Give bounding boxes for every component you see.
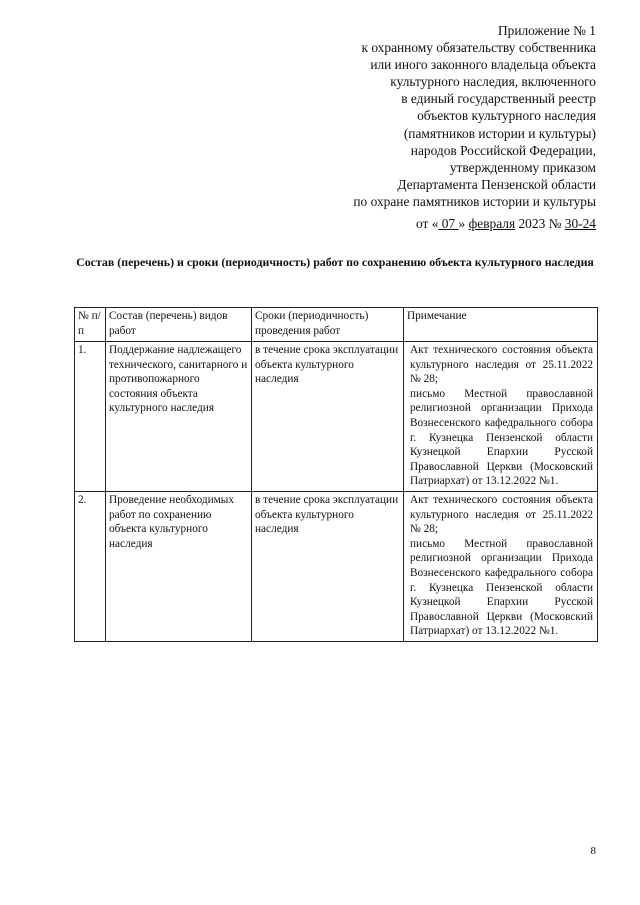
header-terms: Сроки (периодичность) проведения работ bbox=[252, 308, 404, 342]
row-note bbox=[404, 491, 598, 641]
date-day: 07 bbox=[438, 216, 459, 231]
appendix-line: Департамента Пензенской области bbox=[397, 176, 596, 192]
row-note bbox=[404, 342, 598, 492]
appendix-line: (памятников истории и культуры) bbox=[403, 125, 596, 141]
table-header-row bbox=[75, 308, 598, 342]
table-row bbox=[75, 491, 598, 641]
row-note-letter: письмо Местной православной религиозной организации Прихода Вознесенского кафедрального собора г. Кузнецка Пензенской области Кузнецкой Епархии Русской Православной Церкви (Московский Патриархат) от 13.12.2022 №1. bbox=[410, 537, 593, 638]
appendix-line: утвержденному приказом bbox=[449, 159, 596, 175]
row-num: 1. bbox=[75, 342, 106, 492]
appendix-block bbox=[353, 22, 596, 210]
appendix-line: или иного законного владельца объекта bbox=[370, 57, 596, 73]
header-num: № п/п bbox=[75, 308, 106, 342]
row-num: 2. bbox=[75, 491, 106, 641]
header-works: Состав (перечень) видов работ bbox=[106, 308, 252, 342]
row-note-act: Акт технического состояния объекта культурного наследия от 25.11.2022 № 28; bbox=[410, 493, 593, 536]
appendix-line: объектов культурного наследия bbox=[417, 108, 596, 124]
appendix-line: в единый государственный реестр bbox=[401, 91, 596, 107]
appendix-line: Приложение № 1 bbox=[497, 23, 596, 38]
row-note-act: Акт технического состояния объекта культурного наследия от 25.11.2022 № 28; bbox=[410, 344, 593, 386]
row-note-letter: письмо Местной православной религиозной организации Прихода Вознесенского кафедрального собора г. Кузнецка Пензенской области Кузнецкой Епархии Русской Православной Церкви (Московский Патриархат) от 13.12.2022 №1. bbox=[410, 387, 593, 488]
order-number: 30-24 bbox=[564, 216, 596, 231]
works-table bbox=[74, 307, 598, 642]
row-terms: в течение срока эксплуатации объекта культурного наследия bbox=[252, 342, 404, 492]
appendix-line: народов Российской Федерации, bbox=[410, 142, 596, 158]
page-number: 8 bbox=[590, 845, 596, 857]
document-title: Состав (перечень) и сроки (периодичность) работ по сохранению объекта культурного наследия bbox=[76, 255, 594, 269]
appendix-line: культурного наследия, включенного bbox=[390, 74, 596, 90]
date-year: 2023 № bbox=[515, 216, 565, 231]
order-date-line bbox=[416, 216, 596, 232]
row-works: Проведение необходимых работ по сохранению объекта культурного наследия bbox=[106, 491, 252, 641]
row-terms: в течение срока эксплуатации объекта культурного наследия bbox=[252, 491, 404, 641]
date-month: февраля bbox=[468, 216, 516, 231]
date-mid: » bbox=[458, 216, 469, 231]
appendix-line: по охране памятников истории и культуры bbox=[353, 193, 596, 209]
row-works: Поддержание надлежащего технического, санитарного и противопожарного состояния объекта культурного наследия bbox=[106, 342, 252, 492]
date-prefix: от « bbox=[416, 216, 439, 231]
header-note: Примечание bbox=[404, 308, 598, 342]
table-row bbox=[75, 342, 598, 492]
appendix-line: к охранному обязательству собственника bbox=[361, 40, 596, 56]
